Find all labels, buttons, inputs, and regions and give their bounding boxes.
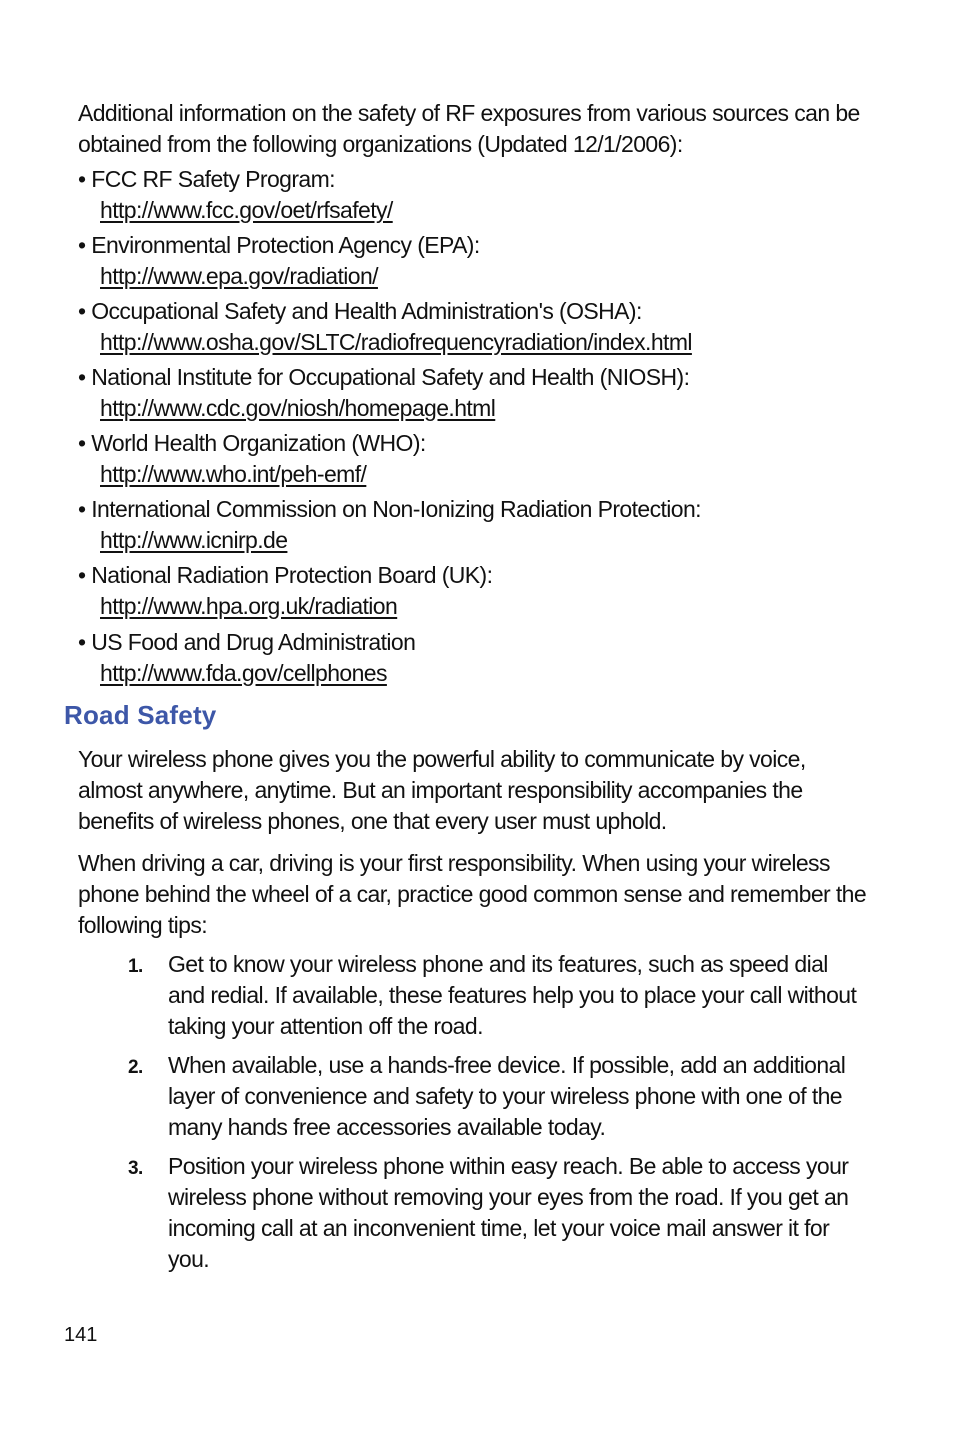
intro-paragraph: Additional information on the safety of RF exposures from various sources can be obtained from the following organizations (Updated 12/1/2006): [78, 100, 860, 157]
org-link[interactable]: http://www.fcc.gov/oet/rfsafety/ [100, 197, 393, 223]
step-text: Position your wireless phone within easy reach. Be able to access your wireless phone without removing your eyes from the road. If you get an incoming call at an inconvenient time, let your voice mail answer it for you. [168, 1153, 849, 1272]
org-name: • FCC RF Safety Program: [78, 166, 335, 192]
section-heading: Road Safety [64, 700, 217, 730]
org-link[interactable]: http://www.osha.gov/SLTC/radiofrequencyradiation/index.html [100, 329, 692, 355]
org-name: • International Commission on Non-Ionizing Radiation Protection: [78, 496, 701, 522]
org-name: • World Health Organization (WHO): [78, 430, 426, 456]
section-paragraph: When driving a car, driving is your first responsibility. When using your wireless phone behind the wheel of a car, practice good common sense and remember the following tips: [78, 850, 867, 938]
org-item-fda [78, 627, 898, 689]
page-number: 141 [64, 1324, 98, 1346]
step-number: 1. [128, 956, 143, 977]
org-item-epa [78, 230, 898, 292]
org-item-fcc [78, 164, 898, 226]
org-item-osha [78, 296, 898, 358]
tip-step-3 [128, 1151, 868, 1275]
tip-step-1 [128, 949, 868, 1042]
org-name: • National Institute for Occupational Safety and Health (NIOSH): [78, 364, 690, 390]
step-text: Get to know your wireless phone and its features, such as speed dial and redial. If available, these features help you to place your call without taking your attention off the road. [168, 951, 857, 1039]
org-item-niosh [78, 362, 898, 424]
step-number: 2. [128, 1057, 143, 1078]
org-link[interactable]: http://www.epa.gov/radiation/ [100, 263, 378, 289]
org-item-nrpb [78, 560, 898, 622]
tip-step-2 [128, 1050, 868, 1143]
org-link[interactable]: http://www.fda.gov/cellphones [100, 660, 387, 686]
step-text: When available, use a hands-free device. If possible, add an additional layer of convenience and safety to your wireless phone with one of the many hands free accessories available today. [168, 1052, 846, 1140]
step-number: 3. [128, 1158, 143, 1179]
org-link[interactable]: http://www.icnirp.de [100, 527, 288, 553]
section-paragraph: Your wireless phone gives you the powerful ability to communicate by voice, almost anywhere, anytime. But an important responsibility accompanies the benefits of wireless phones, one that every user must uphold. [78, 746, 806, 834]
org-name: • Occupational Safety and Health Administration's (OSHA): [78, 298, 642, 324]
org-link[interactable]: http://www.cdc.gov/niosh/homepage.html [100, 395, 496, 421]
org-name: • US Food and Drug Administration [78, 629, 416, 655]
org-name: • National Radiation Protection Board (UK): [78, 562, 493, 588]
org-link[interactable]: http://www.hpa.org.uk/radiation [100, 593, 398, 619]
org-link[interactable]: http://www.who.int/peh-emf/ [100, 461, 367, 487]
org-name: • Environmental Protection Agency (EPA): [78, 232, 480, 258]
org-item-who [78, 428, 898, 490]
org-item-icnirp [78, 494, 898, 556]
